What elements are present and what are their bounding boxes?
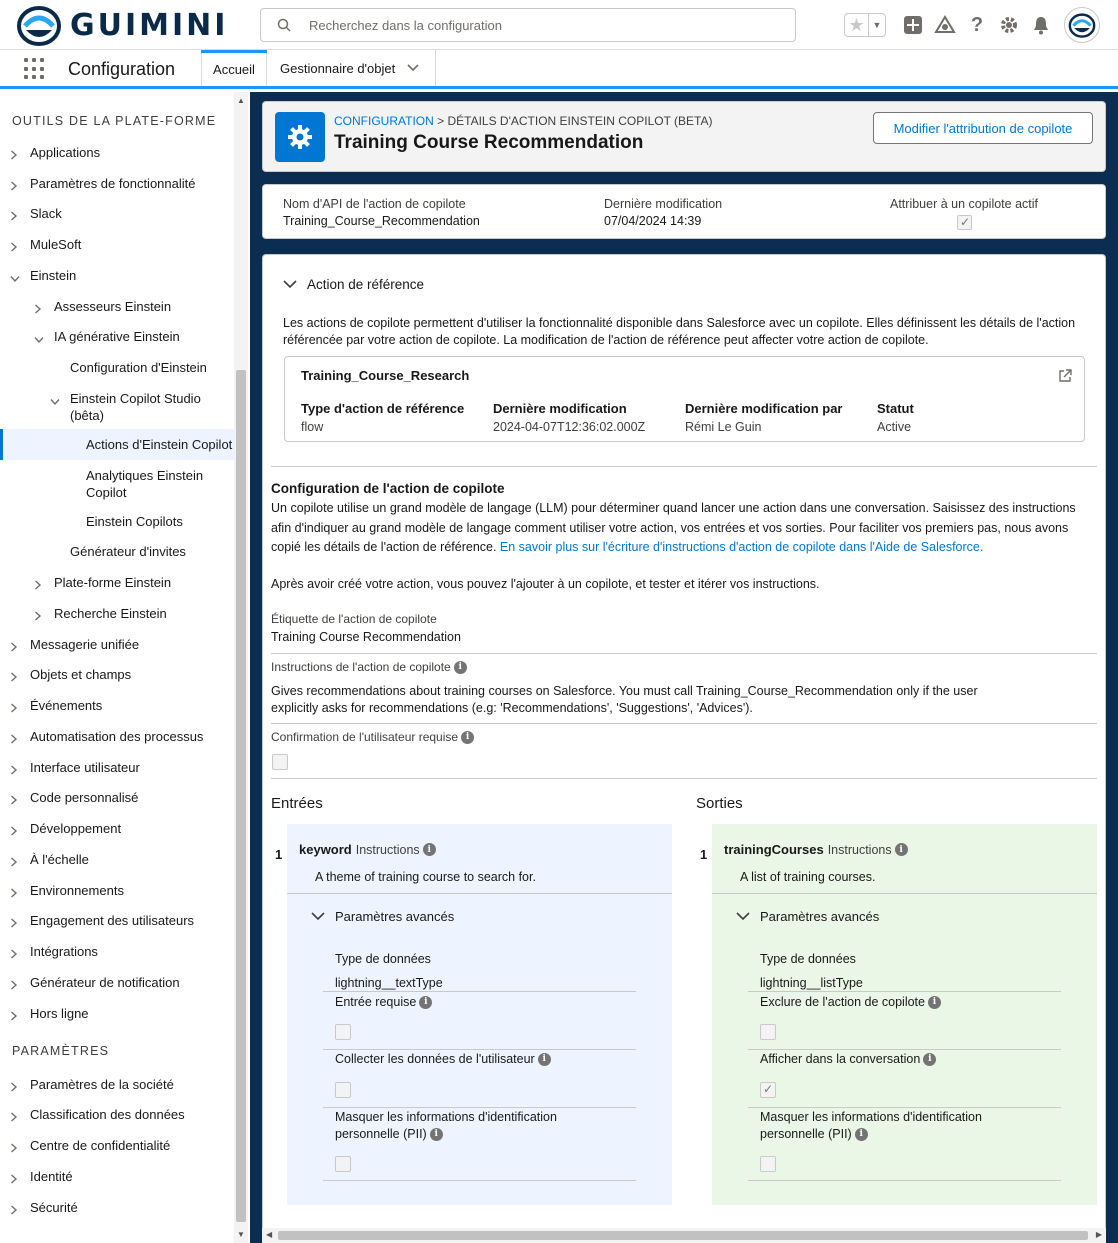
mask-pii-label-text-2: personnelle (PII) [335, 1127, 427, 1141]
chevron-right-icon[interactable] [10, 639, 20, 649]
sidebar-item-prompt-builder[interactable] [0, 543, 234, 560]
sidebar-item-copilot-analytics-2 [0, 484, 234, 501]
mask-pii-label-text: Masquer les informations d'identification [760, 1110, 982, 1124]
input-name-text: keyword [299, 842, 352, 857]
sidebar-item-label: Hors ligne [30, 1006, 89, 1021]
sidebar-item-applications[interactable] [0, 144, 234, 161]
change-copilot-assignment-button[interactable]: Modifier l'attribution de copilote [873, 112, 1093, 144]
last-modified-label: Dernière modification [604, 197, 723, 211]
sidebar-item-label: Centre de confidentialité [30, 1138, 171, 1153]
chevron-right-icon[interactable] [10, 854, 20, 864]
chevron-down-icon [736, 912, 750, 921]
brand-name: GUIMINI [70, 7, 229, 43]
copilot-action-instructions-value[interactable]: Gives recommendations about training courses on Salesforce. You must call Training_Course_Recommendation only if the user explicitly asks for recommendations (e.g: 'Recommendations', 'Suggestions', 'Advices'). [271, 684, 978, 715]
mask-pii-label-line2 [335, 1126, 443, 1143]
tab-home[interactable] [201, 50, 267, 86]
info-icon[interactable]: i [419, 996, 432, 1009]
setup-sidebar [0, 92, 234, 1243]
mask-pii-label-text-2: personnelle (PII) [760, 1127, 852, 1141]
sidebar-item-process-automation[interactable] [0, 728, 234, 745]
output-description[interactable]: A list of training courses. [740, 870, 876, 884]
chevron-down-icon[interactable] [407, 64, 419, 72]
config-after-text: Après avoir créé votre action, vous pouvez l'ajouter à un copilote, et tester et itérer vos instructions. [271, 577, 820, 591]
field-divider [323, 991, 636, 992]
sidebar-item-integrations[interactable] [0, 943, 234, 960]
sidebar-item-label: Einstein Copilots [86, 514, 183, 529]
chevron-right-icon[interactable] [34, 608, 44, 618]
show-in-conversation-label [760, 1051, 936, 1068]
show-in-conversation-label-text: Afficher dans la conversation [760, 1052, 921, 1066]
chevron-down-icon [311, 912, 325, 921]
sidebar-item-label: Slack [30, 206, 62, 221]
sidebar-item-company-settings[interactable] [0, 1076, 234, 1093]
sidebar-item-label: Configuration d'Einstein [70, 360, 207, 375]
sidebar-item-label: Recherche Einstein [54, 606, 167, 621]
assign-active-copilot-field [890, 196, 1038, 213]
reference-modified-label: Dernière modification [493, 401, 627, 416]
chevron-right-icon[interactable] [10, 946, 20, 956]
input-description[interactable]: A theme of training course to search for. [315, 870, 536, 884]
sidebar-item-offline[interactable] [0, 1005, 234, 1022]
add-icon[interactable] [902, 14, 924, 36]
sidebar-item-copilot-studio[interactable] [0, 390, 234, 407]
chevron-right-icon[interactable] [10, 731, 20, 741]
mask-pii-label [335, 1109, 557, 1126]
chevron-right-icon[interactable] [10, 1109, 20, 1119]
sidebar-item-label: À l'échelle [30, 852, 89, 867]
output-name [724, 842, 908, 857]
copilot-action-label-label: Étiquette de l'action de copilote [271, 612, 437, 626]
sidebar-scrollbar[interactable] [234, 92, 248, 1243]
chevron-down-icon [283, 280, 297, 289]
chevron-down-icon[interactable] [34, 331, 44, 341]
sidebar-item-mulesoft[interactable] [0, 236, 234, 253]
info-icon[interactable]: i [928, 996, 941, 1009]
sidebar-item-objects-fields[interactable] [0, 666, 234, 683]
field-divider [748, 1107, 1061, 1108]
chevron-right-icon[interactable] [10, 1079, 20, 1089]
last-modified-value: 07/04/2024 14:39 [604, 214, 702, 228]
output-row-number: 1 [700, 847, 708, 862]
sidebar-item-data-classification[interactable] [0, 1106, 234, 1123]
copilot-action-instructions-label [271, 660, 467, 674]
info-icon[interactable]: i [423, 843, 436, 856]
section-divider [271, 466, 1097, 467]
chevron-right-icon[interactable] [10, 1202, 20, 1212]
chevron-right-icon[interactable] [10, 762, 20, 772]
reference-status-label: Statut [877, 401, 914, 416]
api-name-field [283, 196, 480, 230]
chevron-right-icon[interactable] [10, 147, 20, 157]
user-confirmation-label-text: Confirmation de l'utilisateur requise [271, 730, 459, 744]
input-instructions-label: Instructions [355, 842, 420, 857]
brand-logo[interactable] [16, 4, 228, 46]
chevron-right-icon[interactable] [34, 577, 44, 587]
info-icon[interactable]: i [855, 1128, 868, 1141]
info-icon[interactable]: i [895, 843, 908, 856]
sidebar-item-label: (bêta) [70, 408, 104, 423]
chevron-right-icon[interactable] [10, 700, 20, 710]
last-modified-field [604, 196, 722, 230]
required-input-label [335, 994, 432, 1011]
reference-action-description: Les actions de copilote permettent d'utiliser la fonctionnalité disponible dans Salesforce avec un copilote. Elles définissent les détails de l'action référencée par votre action de copilote. La modification de l'action de référence peut affecter votre action de copilote. [283, 316, 1076, 347]
info-icon[interactable]: i [430, 1128, 443, 1141]
sidebar-item-label: Générateur de notification [30, 975, 180, 990]
field-divider [748, 991, 1061, 992]
sidebar-item-security[interactable] [0, 1199, 234, 1216]
gear-icon [275, 112, 325, 162]
chevron-right-icon[interactable] [10, 669, 20, 679]
sidebar-item-einstein-scorers[interactable] [0, 298, 234, 315]
sidebar-item-environments[interactable] [0, 882, 234, 899]
reference-type-value: flow [301, 420, 324, 434]
reference-modified-value: 2024-04-07T12:36:02.000Z [493, 420, 646, 434]
sidebar-item-label: Actions d'Einstein Copilot [86, 437, 233, 452]
config-description-text: Un copilote utilise un grand modèle de langage (LLM) pour déterminer quand lancer une action dans une conversation. Saisissez des instructions afin d'indiquer au grand modèle de langage comment utiliser votre action, vos entrées et vos sorties. Pour faciliter vos premiers pas, nous avons copié les détails de l'action de référence. [271, 501, 1076, 554]
collect-user-data-checkbox[interactable] [335, 1082, 351, 1098]
breadcrumb-setup-link[interactable]: CONFIGURATION [334, 114, 434, 128]
external-link-icon[interactable] [1058, 369, 1072, 383]
header-utilities [844, 10, 1052, 40]
search-icon [277, 18, 291, 32]
horizontal-scroll-thumb[interactable] [278, 1231, 1088, 1240]
info-icon[interactable]: i [923, 1053, 936, 1066]
chevron-right-icon[interactable] [10, 1140, 20, 1150]
favorites-button[interactable] [844, 13, 886, 37]
sidebar-item-label: Sécurité [30, 1200, 78, 1215]
sidebar-item-events[interactable] [0, 697, 234, 714]
assign-active-copilot-checkbox[interactable] [957, 215, 972, 230]
input-name [299, 842, 436, 857]
collect-user-data-label [335, 1051, 551, 1068]
sidebar-item-generative-ai[interactable] [0, 328, 234, 345]
tab-object-manager[interactable] [268, 50, 436, 86]
field-divider [271, 653, 1097, 654]
detail-body [262, 254, 1106, 1228]
page-header [262, 101, 1106, 172]
assign-active-copilot-label: Attribuer à un copilote actif [890, 197, 1038, 211]
chevron-right-icon[interactable] [10, 915, 20, 925]
exclude-from-action-label-text: Exclure de l'action de copilote [760, 995, 925, 1009]
chevron-down-icon[interactable] [10, 270, 20, 280]
chevron-right-icon[interactable] [10, 885, 20, 895]
pane-divider [287, 893, 672, 894]
app-name: Configuration [68, 59, 176, 79]
api-name-label: Nom d'API de l'action de copilote [283, 197, 466, 211]
field-divider [323, 1180, 636, 1181]
sidebar-item-label: Copilot [86, 485, 127, 500]
scroll-down-icon[interactable]: ▼ [237, 1230, 245, 1239]
sidebar-item-development[interactable] [0, 820, 234, 837]
reference-type-field [301, 400, 464, 436]
reference-action-name: Training_Course_Research [301, 368, 470, 383]
advanced-settings-toggle[interactable] [311, 909, 454, 924]
avatar[interactable] [1064, 7, 1100, 43]
scroll-left-icon[interactable]: ◀ [266, 1230, 273, 1239]
sidebar-item-label: Objets et champs [30, 667, 132, 682]
chevron-right-icon[interactable] [10, 977, 20, 987]
field-divider [748, 1180, 1061, 1181]
sidebar-item-label: Paramètres de fonctionnalité [30, 176, 196, 191]
sidebar-item-label: Plate-forme Einstein [54, 575, 172, 590]
sidebar-item-label: Environnements [30, 883, 124, 898]
required-input-checkbox[interactable] [335, 1024, 351, 1040]
exclude-from-action-checkbox[interactable] [760, 1024, 776, 1040]
field-divider [271, 723, 1097, 724]
config-section-title: Configuration de l'action de copilote [271, 481, 505, 496]
sidebar-item-label: Messagerie unifiée [30, 637, 140, 652]
reference-status-field [877, 400, 914, 436]
chevron-right-icon[interactable] [10, 792, 20, 802]
sidebar-item-label: Paramètres de la société [30, 1077, 174, 1092]
info-icon[interactable]: i [538, 1053, 551, 1066]
reference-modified-field [493, 400, 645, 436]
copilot-action-label-value[interactable]: Training Course Recommendation [271, 630, 461, 644]
chevron-right-icon[interactable] [10, 178, 20, 188]
sidebar-item-user-engagement[interactable] [0, 912, 234, 929]
sidebar-item-label: Applications [30, 145, 101, 160]
chevron-right-icon[interactable] [10, 1008, 20, 1018]
chevron-right-icon[interactable] [10, 823, 20, 833]
sidebar-item-label: Analytiques Einstein [86, 468, 204, 483]
gear-icon[interactable] [998, 14, 1020, 36]
sidebar-section-platform-tools: OUTILS DE LA PLATE-FORME [12, 114, 217, 128]
api-name-value: Training_Course_Recommendation [283, 214, 480, 228]
mask-pii-label [760, 1109, 982, 1126]
avatar-logo-icon [1068, 12, 1096, 38]
mask-pii-label-text: Masquer les informations d'identification [335, 1110, 557, 1124]
chevron-down-icon[interactable]: ▼ [872, 20, 882, 30]
data-type-label: Type de données [335, 952, 431, 966]
sidebar-item-slack[interactable] [0, 205, 234, 222]
output-name-text: trainingCourses [724, 842, 824, 857]
highlights-panel [262, 184, 1106, 239]
scroll-up-icon[interactable]: ▲ [237, 96, 245, 105]
config-description [271, 499, 1081, 558]
reference-modified-by-label: Dernière modification par [685, 401, 843, 416]
data-type-label: Type de données [760, 952, 856, 966]
breadcrumb [334, 114, 712, 128]
sidebar-item-identity[interactable] [0, 1168, 234, 1185]
sidebar-item-notification-builder[interactable] [0, 974, 234, 991]
chevron-down-icon[interactable] [50, 393, 60, 403]
help-icon[interactable]: ? [970, 13, 984, 36]
search-input[interactable] [260, 8, 796, 42]
tab-home-label: Accueil [213, 62, 255, 77]
sidebar-item-label: Générateur d'invites [70, 544, 186, 559]
sidebar-item-copilot-analytics[interactable] [0, 467, 234, 484]
chevron-right-icon[interactable] [10, 208, 20, 218]
field-divider [271, 778, 1097, 779]
sidebar-item-label: Einstein Copilot Studio [70, 391, 201, 406]
output-item [712, 824, 1097, 1205]
sidebar-item-einstein-platform[interactable] [0, 574, 234, 591]
sidebar-item-label: Classification des données [30, 1107, 185, 1122]
bell-icon[interactable] [1030, 14, 1052, 36]
show-in-conversation-checkbox[interactable] [760, 1082, 776, 1098]
output-instructions-label: Instructions [827, 842, 892, 857]
reference-action-toggle[interactable] [283, 277, 424, 292]
info-icon[interactable]: i [454, 661, 467, 674]
reference-status-value: Active [877, 420, 912, 434]
mask-pii-label-line2 [760, 1126, 868, 1143]
breadcrumb-current: DÉTAILS D'ACTION EINSTEIN COPILOT (BETA) [447, 114, 713, 128]
reference-modified-by-value: Rémi Le Guin [685, 420, 762, 434]
star-icon[interactable]: ★ [845, 14, 869, 36]
sidebar-scroll-thumb[interactable] [236, 370, 246, 1222]
sidebar-item-label: Interface utilisateur [30, 760, 140, 775]
sidebar-item-label: Automatisation des processus [30, 729, 204, 744]
sidebar-item-einstein-setup[interactable] [0, 359, 234, 376]
pane-divider [712, 893, 1097, 894]
field-divider [748, 1049, 1061, 1050]
breadcrumb-separator: > [433, 114, 448, 128]
advanced-settings-label: Paramètres avancés [335, 909, 455, 924]
exclude-from-action-label [760, 994, 941, 1011]
required-input-label-text: Entrée requise [335, 995, 417, 1009]
sidebar-item-copilot-studio-beta [0, 407, 234, 424]
sidebar-item-label: Einstein [30, 268, 77, 283]
copilot-action-instructions-label-text: Instructions de l'action de copilote [271, 660, 451, 674]
sidebar-item-feature-settings[interactable] [0, 175, 234, 192]
field-divider [323, 1049, 636, 1050]
scroll-right-icon[interactable]: ▶ [1095, 1230, 1102, 1239]
page-title: Training Course Recommendation [334, 132, 644, 153]
advanced-settings-toggle[interactable] [736, 909, 879, 924]
reference-action-card [284, 356, 1085, 442]
sidebar-item-label: IA générative Einstein [54, 329, 180, 344]
chevron-right-icon[interactable] [10, 1171, 20, 1181]
sidebar-item-unified-messaging[interactable] [0, 636, 234, 653]
advanced-settings-label: Paramètres avancés [760, 909, 880, 924]
input-item [287, 824, 672, 1205]
reference-type-label: Type d'action de référence [301, 401, 465, 416]
data-type-value: lightning__listType [760, 976, 863, 990]
input-row-number: 1 [275, 847, 283, 862]
sidebar-item-custom-code[interactable] [0, 789, 234, 806]
user-confirmation-checkbox[interactable] [272, 754, 288, 770]
user-confirmation-label [271, 730, 474, 744]
sidebar-item-einstein[interactable] [0, 267, 234, 284]
sidebar-item-label: Engagement des utilisateurs [30, 913, 195, 928]
sidebar-item-einstein-search[interactable] [0, 605, 234, 622]
help-link[interactable]: En savoir plus sur l'écriture d'instructions d'action de copilote dans l'Aide de Salesforce. [499, 540, 984, 554]
chevron-right-icon[interactable] [10, 239, 20, 249]
sidebar-item-label: Développement [30, 821, 122, 836]
reference-action-title: Action de référence [307, 277, 425, 292]
global-header [0, 0, 1118, 50]
sidebar-section-settings: PARAMÈTRES [12, 1044, 110, 1058]
field-divider [323, 1107, 636, 1108]
data-type-value: lightning__textType [335, 976, 443, 990]
sidebar-item-privacy-center[interactable] [0, 1137, 234, 1154]
horizontal-scrollbar[interactable] [262, 1228, 1106, 1243]
sidebar-item-label: MuleSoft [30, 237, 82, 252]
context-bar [0, 50, 1118, 89]
sidebar-item-einstein-copilots[interactable] [0, 513, 234, 530]
trailhead-icon[interactable] [934, 14, 956, 36]
sidebar-item-label: Code personnalisé [30, 790, 139, 805]
app-launcher-icon[interactable] [24, 58, 46, 80]
inputs-title: Entrées [271, 795, 323, 812]
sidebar-item-label: Intégrations [30, 944, 98, 959]
collect-user-data-label-text: Collecter les données de l'utilisateur [335, 1052, 535, 1066]
sidebar-item-user-interface[interactable] [0, 759, 234, 776]
mask-pii-checkbox[interactable] [760, 1156, 776, 1172]
sidebar-item-label: Événements [30, 698, 103, 713]
info-icon[interactable]: i [461, 731, 474, 744]
mask-pii-checkbox[interactable] [335, 1156, 351, 1172]
brand-logo-icon [16, 4, 62, 46]
sidebar-item-copilot-actions[interactable] [0, 429, 234, 460]
outputs-title: Sorties [696, 795, 743, 812]
sidebar-item-label: Assesseurs Einstein [54, 299, 172, 314]
sidebar-item-label: Identité [30, 1169, 73, 1184]
sidebar-item-scale[interactable] [0, 851, 234, 868]
search-placeholder: Recherchez dans la configuration [309, 17, 502, 33]
tab-object-manager-label: Gestionnaire d'objet [280, 60, 396, 76]
chevron-right-icon[interactable] [34, 301, 44, 311]
reference-modified-by-field [685, 400, 842, 436]
